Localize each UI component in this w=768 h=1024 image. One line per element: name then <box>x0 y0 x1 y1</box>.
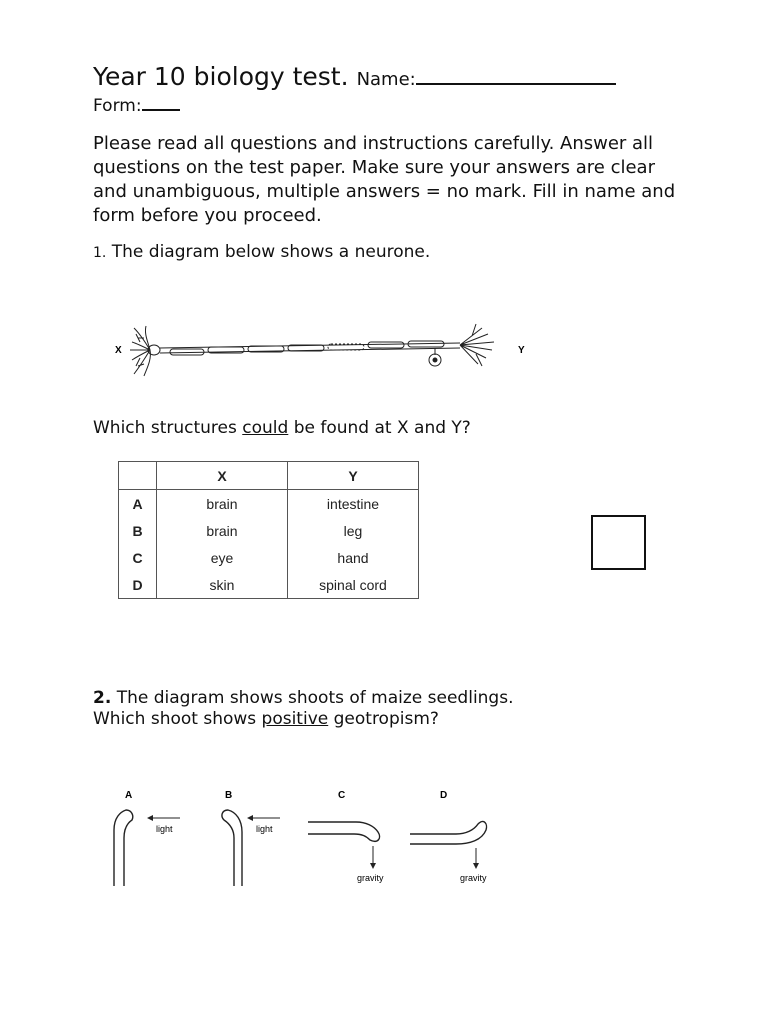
question-2-number: 2. <box>93 688 112 708</box>
shoot-b <box>222 790 280 886</box>
prompt-text-after: be found at X and Y? <box>288 418 471 438</box>
question-2-line-2 <box>93 709 514 730</box>
option-letter: C <box>119 544 157 571</box>
shoot-b-arrow-label: light <box>256 824 273 834</box>
table-header-cell <box>119 462 157 490</box>
form-line <box>93 96 180 116</box>
table-cell: hand <box>288 544 419 571</box>
shoot-d-arrow-label: gravity <box>460 873 487 883</box>
question-1-number: 1. <box>93 245 107 261</box>
seedling-shoots-diagram <box>100 782 510 894</box>
table-cell: skin <box>157 571 288 599</box>
question-1 <box>93 242 430 262</box>
instructions-paragraph: Please read all questions and instructions carefully. Answer all questions on the test paper. Make sure your answers are clear and unambiguous, multiple answers = no mark. Fill in name and form before you proceed. <box>93 133 676 226</box>
question-2 <box>93 688 514 730</box>
option-letter: D <box>119 571 157 599</box>
axon-terminals <box>460 324 494 366</box>
table-cell: brain <box>157 517 288 544</box>
table-row <box>119 490 419 518</box>
table-row <box>119 571 419 599</box>
table-cell: brain <box>157 490 288 518</box>
form-label: Form: <box>93 96 142 116</box>
answer-box[interactable] <box>591 515 646 570</box>
table-cell: intestine <box>288 490 419 518</box>
question-1-prompt <box>93 418 471 438</box>
answer-options-table <box>118 461 419 599</box>
shoot-d-letter: D <box>440 790 448 801</box>
neurone-label-x: X <box>115 345 122 356</box>
table-cell: spinal cord <box>288 571 419 599</box>
shoot-a-arrow-label: light <box>156 824 173 834</box>
shoot-c-arrow-label: gravity <box>357 873 384 883</box>
question-2-line-1 <box>93 688 514 709</box>
question-2-emphasis: positive <box>261 709 329 729</box>
shoot-c-letter: C <box>338 790 346 801</box>
form-field[interactable] <box>142 99 180 111</box>
question-2-text: The diagram shows shoots of maize seedlings. <box>116 688 514 708</box>
table-header-cell: Y <box>288 462 419 490</box>
shoot-b-letter: B <box>225 790 233 801</box>
table-row <box>119 544 419 571</box>
page-title: Year 10 biology test. <box>93 62 349 91</box>
shoot-d <box>410 790 487 883</box>
question-2-text-after: geotropism? <box>328 709 439 729</box>
prompt-text-before: Which structures <box>93 418 243 438</box>
shoot-c <box>308 790 384 883</box>
shoot-a <box>114 790 180 886</box>
question-2-text-before: Which shoot shows <box>93 709 262 729</box>
table-header-row <box>119 462 419 490</box>
option-letter: A <box>119 490 157 518</box>
table-cell: leg <box>288 517 419 544</box>
question-1-text: The diagram below shows a neurone. <box>111 242 431 262</box>
shoot-a-letter: A <box>125 790 133 801</box>
neurone-diagram <box>110 320 540 382</box>
prompt-emphasis: could <box>242 418 289 438</box>
table-row <box>119 517 419 544</box>
table-header-cell: X <box>157 462 288 490</box>
axon <box>160 341 460 366</box>
test-title <box>93 62 616 91</box>
dendrites <box>130 326 160 376</box>
name-field[interactable] <box>416 71 616 85</box>
name-label: Name: <box>356 69 416 90</box>
neurone-label-y: Y <box>518 345 525 356</box>
option-letter: B <box>119 517 157 544</box>
table-cell: eye <box>157 544 288 571</box>
